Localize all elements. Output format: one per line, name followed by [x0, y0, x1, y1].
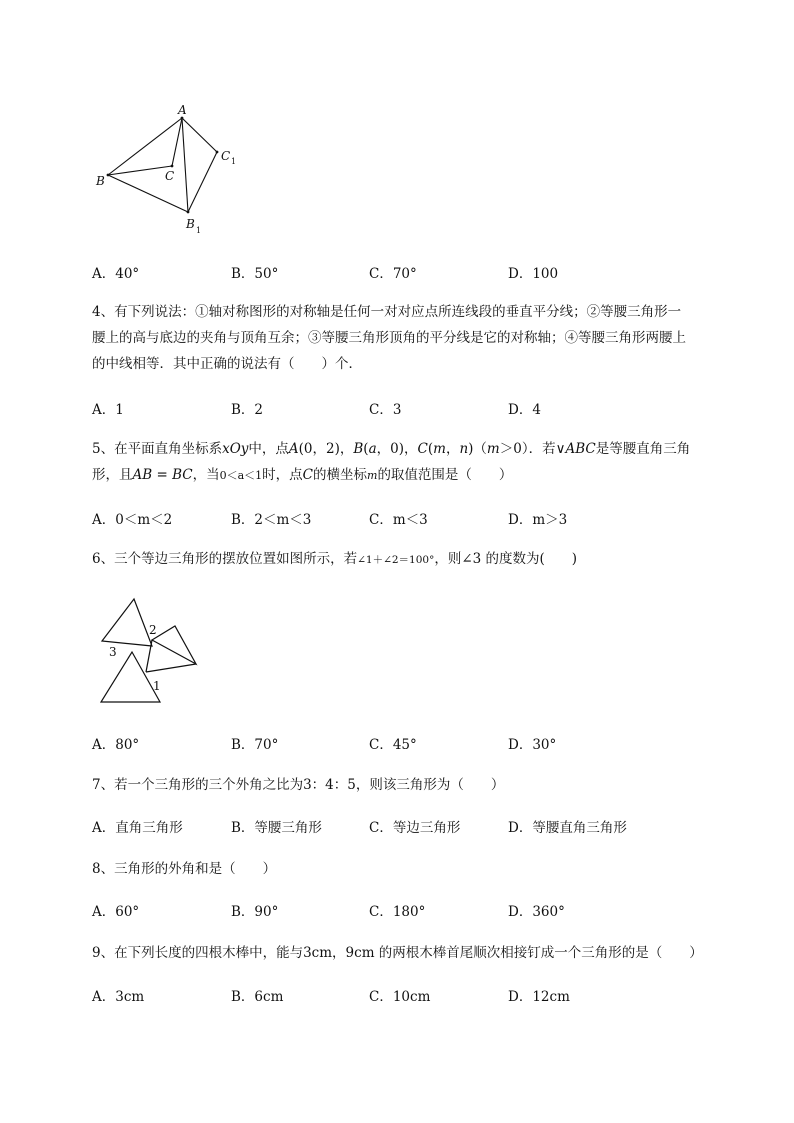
q5-option-b[interactable]: B．2＜m＜3: [231, 512, 312, 528]
segment-BB1: [108, 175, 188, 212]
q8-option-b[interactable]: B．90°: [231, 904, 279, 920]
q6-option-a[interactable]: A．80°: [92, 737, 140, 753]
q5-stem: [92, 436, 752, 489]
q4-option-a[interactable]: A．1: [92, 402, 124, 418]
q4-option-d[interactable]: D．4: [508, 402, 541, 418]
q7-stem: 7、若一个三角形的三个外角之比为3：4：5，则该三角形为（ ）: [92, 777, 505, 793]
triangle-top-left: [102, 599, 152, 646]
angle-label-2: 2: [149, 623, 157, 637]
q4-line-1: 4、有下列说法：①轴对称图形的对称轴是任何一对对应点所连线段的垂直平分线；②等腰三角形一: [92, 304, 682, 320]
triangle-right: [152, 626, 196, 664]
q8-options: [92, 900, 752, 922]
q4-options: [92, 398, 752, 420]
q4-line-2: 腰上的高与底边的夹角与顶角互余；③等腰三角形顶角的平分线是它的对称轴；④等腰三角形两腰上: [92, 330, 686, 346]
label-B1: B: [186, 217, 195, 231]
q3-option-a[interactable]: A．40°: [92, 266, 140, 282]
q9-option-a[interactable]: A．3cm: [92, 989, 145, 1005]
figure-three-triangles: [95, 592, 205, 710]
q8-option-a[interactable]: A．60°: [92, 904, 140, 920]
q5-line-2: 形，且AB = BC，当0＜a＜1时，点C的横坐标m的取值范围是（ ）: [92, 467, 513, 483]
label-C1: C: [221, 149, 231, 163]
segment-AB1: [182, 118, 188, 212]
q7-option-a[interactable]: A．直角三角形: [92, 820, 183, 836]
triangle-bottom: [101, 652, 160, 702]
angle-label-3: 3: [109, 645, 117, 659]
q7-option-c[interactable]: C．等边三角形: [369, 820, 461, 836]
q6-option-c[interactable]: C．45°: [369, 737, 417, 753]
label-C1-sub: 1: [231, 157, 237, 166]
q9-option-d[interactable]: D．12cm: [508, 989, 570, 1005]
segment-C1B1: [188, 152, 217, 212]
label-B1-sub: 1: [196, 226, 202, 235]
q3-options: [92, 262, 752, 284]
q9-options: [92, 985, 752, 1007]
q4-line-3: 的中线相等．其中正确的说法有（ ）个．: [92, 356, 362, 372]
q6-options: [92, 733, 752, 755]
q6-option-b[interactable]: B．70°: [231, 737, 279, 753]
q6-option-d[interactable]: D．30°: [508, 737, 557, 753]
q4-option-b[interactable]: B．2: [231, 402, 264, 418]
q8-option-d[interactable]: D．360°: [508, 904, 565, 920]
q6-stem: 6、三个等边三角形的摆放位置如图所示，若∠1＋∠2＝100°，则∠3 的度数为( ): [92, 551, 578, 567]
q3-option-c[interactable]: C．70°: [369, 266, 417, 282]
q5-line-1: 5、在平面直角坐标系xOy中，点A(0，2)，B(a，0)，C(m，n)（m＞0）．若∨ABC是等腰直角三角: [92, 441, 691, 457]
q5-options: [92, 508, 752, 530]
q7-option-d[interactable]: D．等腰直角三角形: [508, 820, 627, 836]
label-A: A: [178, 103, 187, 117]
q8-option-c[interactable]: C．180°: [369, 904, 426, 920]
q3-option-b[interactable]: B．50°: [231, 266, 279, 282]
q9-option-b[interactable]: B．6cm: [231, 989, 284, 1005]
angle-label-1: 1: [153, 679, 161, 693]
q4-stem: [92, 299, 752, 377]
q5-option-c[interactable]: C．m＜3: [369, 512, 428, 528]
q7-options: [92, 816, 752, 838]
q9-option-c[interactable]: C．10cm: [369, 989, 431, 1005]
q4-option-c[interactable]: C．3: [369, 402, 402, 418]
q8-stem: 8、三角形的外角和是（ ）: [92, 861, 277, 877]
q5-option-d[interactable]: D．m＞3: [508, 512, 568, 528]
label-C: C: [165, 169, 175, 183]
q5-option-a[interactable]: A．0＜m＜2: [92, 512, 173, 528]
q3-option-d[interactable]: D．100: [508, 266, 559, 282]
label-B: B: [96, 174, 105, 188]
figure-triangle-rotation: [90, 100, 250, 240]
q7-option-b[interactable]: B．等腰三角形: [231, 820, 322, 836]
segment-AC1: [182, 118, 217, 152]
q9-stem: 9、在下列长度的四根木棒中，能与3cm，9cm 的两根木棒首尾顺次相接钉成一个三角形的是（ ）: [92, 945, 703, 961]
